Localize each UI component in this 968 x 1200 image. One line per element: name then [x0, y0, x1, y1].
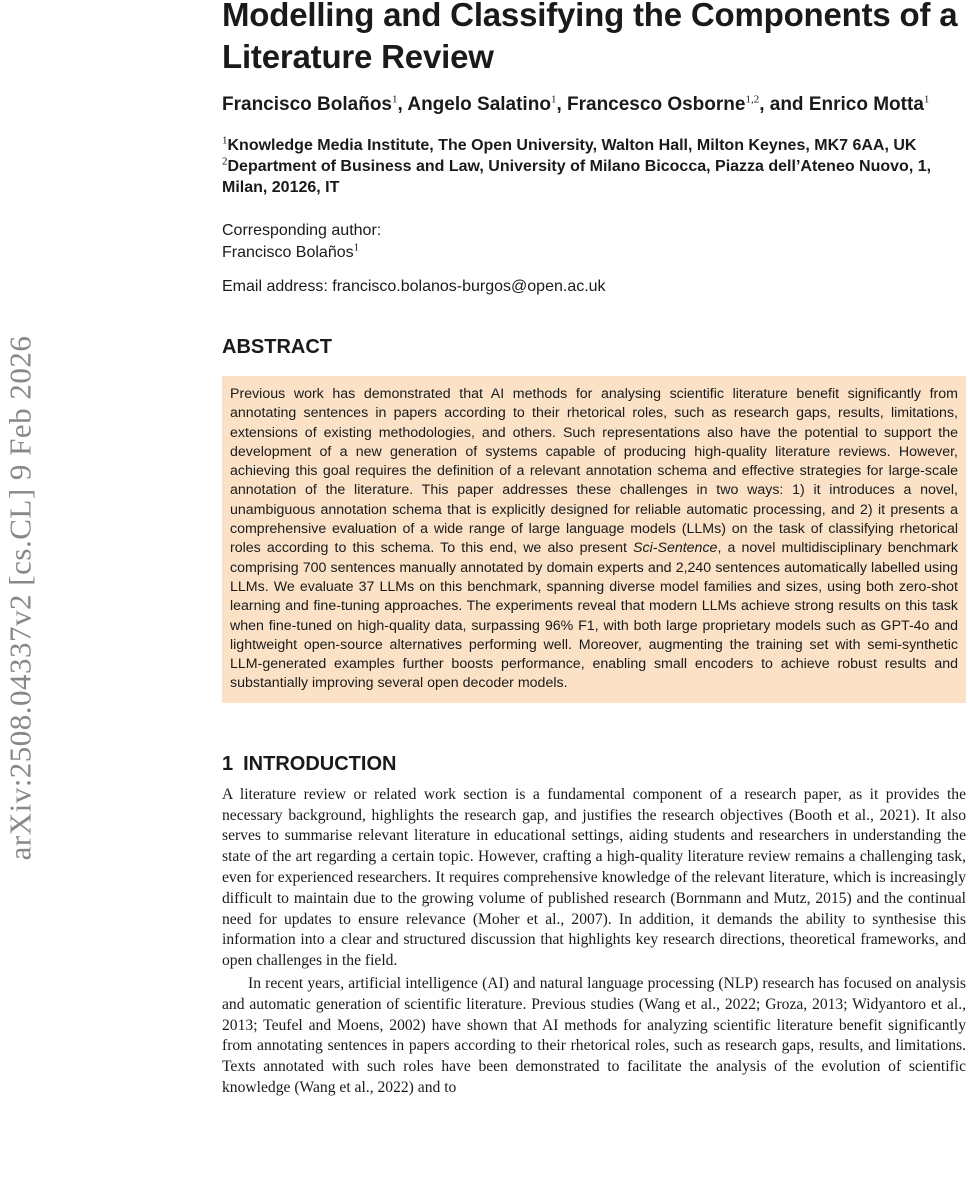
section-title: INTRODUCTION — [243, 752, 397, 775]
affiliation-item — [222, 135, 968, 156]
abstract-benchmark-name: Sci-Sentence — [633, 540, 718, 557]
author-separator: , and — [759, 94, 809, 115]
author-separator: , — [556, 94, 567, 115]
author-affil-mark: 1 — [550, 93, 557, 106]
corresponding-name: Francisco Bolaños — [222, 244, 354, 261]
author-name: Francisco Bolaños — [222, 94, 392, 115]
affiliation-text: Department of Business and Law, University of Milano Bicocca, Piazza dell’Ateneo Nuovo, 1, Milan, 20126, IT — [222, 158, 932, 196]
abstract-box — [222, 376, 966, 703]
body-paragraph: In recent years, artificial intelligence (AI) and natural language processing (NLP) research has focused on analysis and automatic generation of scientific literature. Previous studies (Wang et al., 2022; Groza, 2013; Widyantoro et al., 2013; Teufel and Moens, 2002) have shown that AI methods for analyzing scientific literature benefit significantly from annotating sentences in papers according to their rhetorical roles, such as research gaps, results, and limitations. Texts annotated with such roles have been demonstrated to facilitate the analysis of the evolution of scientific knowledge (Wang et al., 2022) and to — [222, 974, 966, 1096]
section-number: 1 — [222, 752, 234, 775]
affiliation-list — [222, 135, 968, 198]
affiliation-item — [222, 156, 968, 198]
abstract-text-part2: , a novel multidisciplinary benchmark comprising 700 sentences manually annotated by domain experts and 2,240 sentences automatically labelled using LLMs. We evaluate 37 LLMs on this benchmark, spanning diverse model families and sizes, using both zero-shot learning and fine-tuning approaches. The experiments reveal that modern LLMs achieve strong results on this task when fine-tuned on high-quality data, surpassing 96% F1, with both large proprietary models such as GPT-4o and lightweight open-source alternatives performing well. Moreover, augmenting the training set with semi-synthetic LLM-generated examples further boosts performance, enabling small encoders to achieve robust results and substantially improving several open decoder models. — [230, 540, 958, 692]
author-name: Angelo Salatino — [407, 94, 551, 115]
corresponding-name-line — [222, 242, 968, 264]
corresponding-affil-mark: 1 — [353, 241, 360, 254]
paper-page — [222, 0, 968, 1099]
arxiv-stamp — [2, 296, 38, 900]
section-heading-introduction — [222, 751, 968, 777]
corresponding-author — [222, 220, 968, 264]
author-name: Enrico Motta — [808, 94, 924, 115]
affiliation-mark: 1 — [222, 134, 228, 147]
introduction-body — [222, 785, 966, 1099]
corresponding-label: Corresponding author: — [222, 222, 382, 239]
paper-title: Modelling and Classifying the Components of a Literature Review — [222, 0, 958, 75]
body-paragraph: A literature review or related work section is a fundamental component of a research paper, as it provides the necessary background, highlights the research gap, and justifies the research objectives (Booth et al., 2021). It also serves to summarise relevant literature in educational settings, aiding students and researchers in understanding the state of the art regarding a certain topic. However, crafting a high-quality literature review remains a challenging task, even for experienced researchers. It requires comprehensive knowledge of the relevant literature, which is increasingly difficult to maintain due to the growing volume of published research (Bornmann and Mutz, 2015) and the continual need for updates to ensure relevance (Moher et al., 2007). In addition, it demands the ability to synthesise this information into a clear and structured discussion that highlights key research directions, theoretical frameworks, and open challenges in the field. — [222, 785, 966, 970]
abstract-heading: ABSTRACT — [222, 336, 332, 358]
author-list — [222, 92, 968, 117]
affiliation-mark: 2 — [222, 155, 228, 168]
author-separator: , — [397, 94, 408, 115]
author-affil-mark: 1 — [923, 93, 930, 106]
author-name: Francesco Osborne — [567, 94, 746, 115]
affiliation-text: Knowledge Media Institute, The Open University, Walton Hall, Milton Keynes, MK7 6AA, UK — [227, 137, 917, 154]
email-address: Email address: francisco.bolanos-burgos@open.ac.uk — [222, 278, 606, 295]
author-affil-mark: 1,2 — [745, 93, 760, 106]
arxiv-stamp-text: arXiv:2508.04337v2 [cs.CL] 9 Feb 2026 — [2, 335, 37, 861]
abstract-text-part1: Previous work has demonstrated that AI methods for analysing scientific literature benefit significantly from annotating sentences in papers according to their rhetorical roles, such as research gaps, results, limitations, extensions of existing methodologies, and others. Such representations also have the potential to support the development of a new generation of systems capable of producing high-quality literature reviews. However, achieving this goal requires the definition of a relevant annotation schema and effective strategies for large-scale annotation of the literature. This paper addresses these challenges in two ways: 1) it introduces a novel, unambiguous annotation schema that is explicitly designed for reliable automatic processing, and 2) it presents a comprehensive evaluation of a wide range of large language models (LLMs) on the task of classifying rhetorical roles according to this schema. To this end, we also present — [230, 386, 958, 557]
author-affil-mark: 1 — [392, 93, 398, 106]
